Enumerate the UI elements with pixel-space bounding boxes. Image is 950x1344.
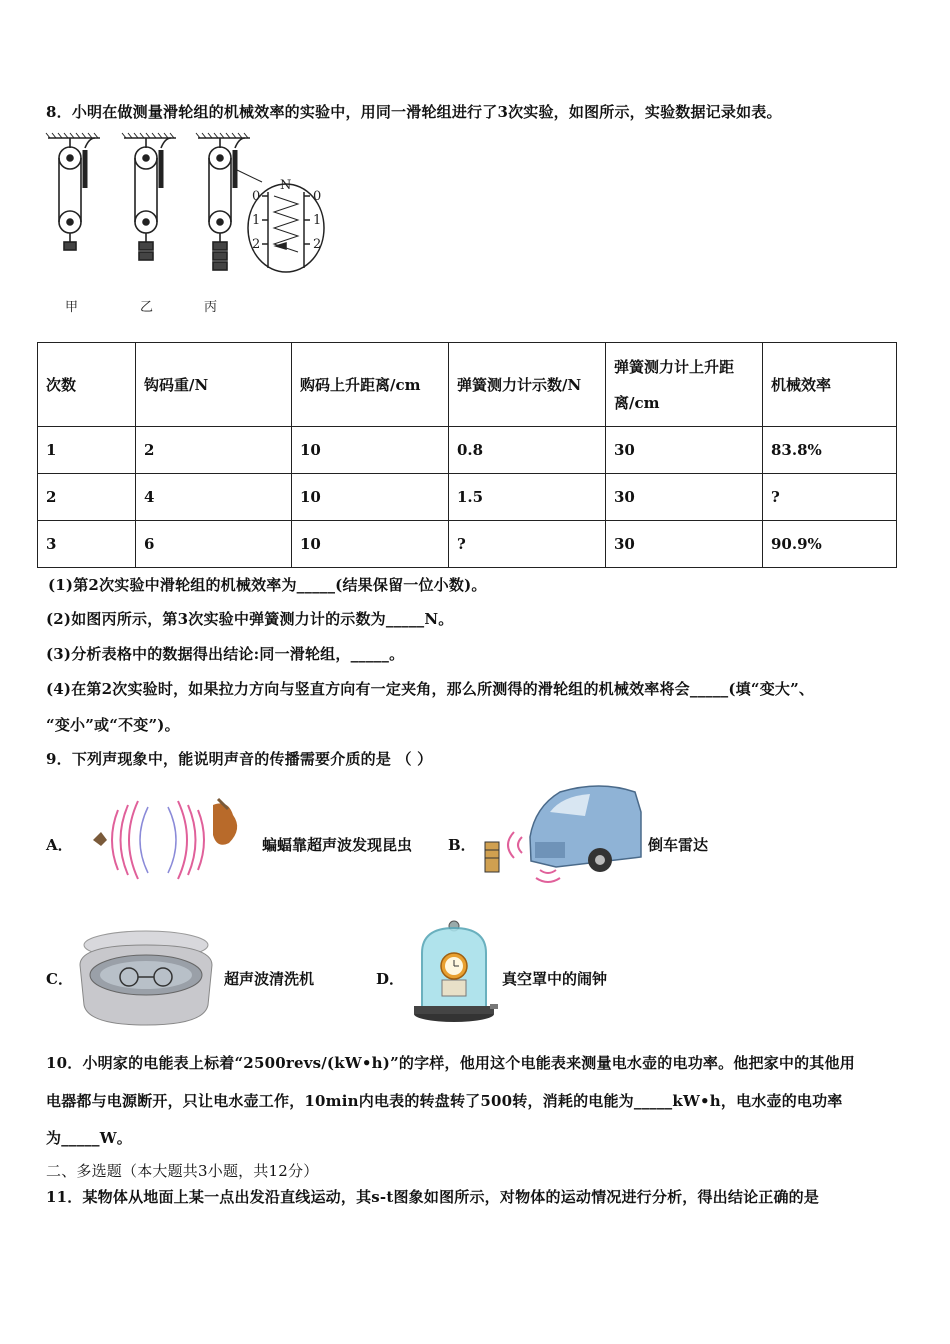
table-header-cell: 弹簧测力计上升距离/cm (606, 343, 763, 427)
table-header-cell: 次数 (38, 343, 136, 427)
figure-label-c: 丙 (204, 300, 218, 315)
q10-line2: 电器都与电源断开，只让电水壶工作，10min内电表的转盘转了500转，消耗的电能为_____kW•h，电水壶的电功率 (46, 1092, 843, 1110)
table-header-cell: 弹簧测力计示数/N (449, 343, 606, 427)
parking-radar-car-icon (480, 782, 645, 892)
table-cell: 3 (38, 521, 136, 568)
q8-sub4-line1: (4)在第2次实验时，如果拉力方向与竖直方向有一定夹角，那么所测得的滑轮组的机械效率将会_____(填“变大”、 (46, 680, 815, 698)
table-cell: 4 (136, 474, 292, 521)
table-cell: 2 (38, 474, 136, 521)
q10-line1: 10．小明家的电能表上标着“2500revs/(kW•h)”的字样，他用这个电能表来测量电水壶的电功率。他把家中的其他用 (46, 1054, 855, 1072)
table-header-cell: 购码上升距离/cm (292, 343, 449, 427)
table-cell: 10 (292, 427, 449, 474)
table-cell: 10 (292, 474, 449, 521)
table-cell: 1.5 (449, 474, 606, 521)
q8-sub4-line2: “变小”或“不变”)。 (46, 716, 180, 734)
q8-sub2: (2)如图丙所示，第3次实验中弹簧测力计的示数为_____N。 (46, 610, 454, 628)
table-row (38, 521, 897, 568)
vacuum-bell-jar-clock-icon (410, 918, 498, 1026)
q8-stem: 8．小明在做测量滑轮组的机械效率的实验中，用同一滑轮组进行了3次实验，如图所示，实验数据记录如表。 (46, 103, 782, 121)
ultrasonic-cleaner-icon (74, 925, 219, 1030)
q9-stem: 9．下列声现象中，能说明声音的传播需要介质的是 （ ） (46, 750, 433, 768)
section-heading: 二、多选题（本大题共3小题，共12分） (46, 1162, 319, 1180)
q10-line3: 为_____W。 (46, 1129, 132, 1147)
table-header-cell: 机械效率 (763, 343, 897, 427)
pulley-figure (40, 130, 330, 280)
experiment-table (37, 342, 897, 568)
table-cell: ? (449, 521, 606, 568)
table-cell: 30 (606, 521, 763, 568)
table-cell: 0.8 (449, 427, 606, 474)
scale-mark: 0 (313, 189, 322, 204)
scale-mark: 2 (252, 237, 261, 252)
table-header-row (38, 343, 897, 427)
pulley-set-a-icon (59, 138, 95, 250)
figure-label-b: 乙 (140, 300, 154, 315)
pulley-set-b-icon (135, 138, 171, 260)
option-c-text: 超声波清洗机 (224, 970, 315, 988)
table-cell: 30 (606, 474, 763, 521)
table-cell: 90.9% (763, 521, 897, 568)
table-cell: ? (763, 474, 897, 521)
table-cell: 83.8% (763, 427, 897, 474)
table-cell: 6 (136, 521, 292, 568)
option-d-letter: D． (376, 970, 405, 988)
table-cell: 30 (606, 427, 763, 474)
figure-label-a: 甲 (65, 300, 79, 315)
table-cell: 1 (38, 427, 136, 474)
q11-stem: 11．某物体从地面上某一点出发沿直线运动，其s-t图象如图所示，对物体的运动情况进行分析，得出结论正确的是 (46, 1188, 820, 1206)
scale-mark: 1 (313, 213, 322, 228)
option-a-text: 蝙蝠靠超声波发现昆虫 (262, 836, 413, 854)
scale-unit-label: N (280, 178, 292, 193)
option-b-text: 倒车雷达 (648, 836, 709, 854)
option-a-letter: A． (46, 836, 73, 854)
table-row (38, 427, 897, 474)
scale-mark: 0 (252, 189, 261, 204)
table-header-cell: 钩码重/N (136, 343, 292, 427)
option-d-text: 真空罩中的闹钟 (502, 970, 608, 988)
scale-mark: 2 (313, 237, 322, 252)
bat-sonar-icon (88, 795, 258, 885)
q8-sub3: (3)分析表格中的数据得出结论:同一滑轮组，_____。 (46, 645, 405, 663)
table-cell: 2 (136, 427, 292, 474)
option-c-letter: C． (46, 970, 73, 988)
scale-mark: 1 (252, 213, 261, 228)
table-cell: 10 (292, 521, 449, 568)
q8-sub1: (1)第2次实验中滑轮组的机械效率为_____(结果保留一位小数)。 (48, 576, 487, 594)
table-row (38, 474, 897, 521)
option-b-letter: B． (448, 836, 476, 854)
